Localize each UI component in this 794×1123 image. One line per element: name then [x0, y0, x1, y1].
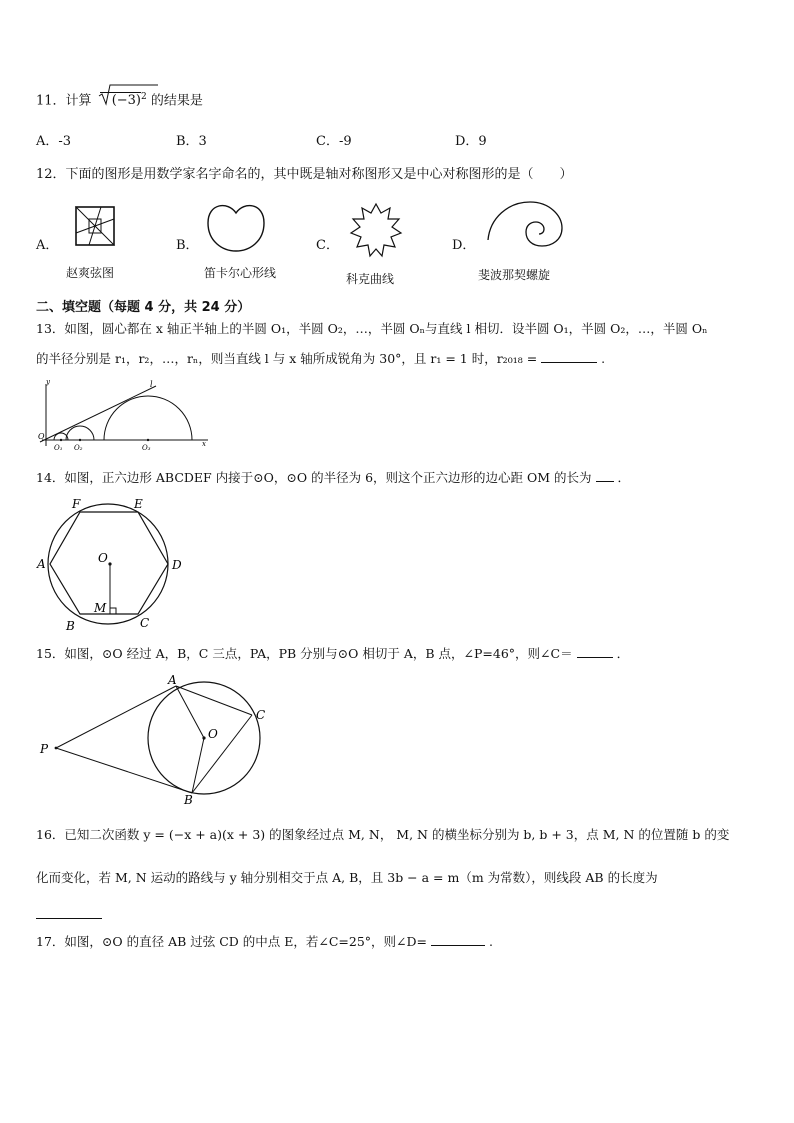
- q12-caption-d: 斐波那契螺旋: [478, 268, 551, 282]
- q13-stem-line1: 13．如图，圆心都在 x 轴正半轴上的半圆 O₁，半圆 O₂，…，半圆 Oₙ与直线 l 相切．设半圆 O₁，半圆 O₂，…，半圆 Oₙ: [36, 321, 708, 336]
- q13-stem-line2-text: 的半径分别是 r₁，r₂，…，rₙ，则当直线 l 与 x 轴所成锐角为 30°，且 r₁ = 1 时，r₂₀₁₈ =: [36, 351, 538, 366]
- q13-fig-x: x: [202, 440, 206, 448]
- q15-label-a: A: [168, 673, 177, 687]
- q13-answer-blank[interactable]: [541, 350, 597, 363]
- q12-option-b-label[interactable]: B．: [176, 238, 199, 253]
- q16-stem-line2: 化而变化，若 M, N 运动的路线与 y 轴分别相交于点 A, B，且 3b − a = m（m 为常数），则线段 AB 的长度为: [36, 870, 658, 885]
- q11-suffix: 的结果是: [150, 93, 203, 109]
- koch-snowflake-icon: [346, 200, 406, 260]
- q11-prefix: 11．计算: [36, 93, 92, 109]
- fibonacci-spiral-icon: [482, 198, 572, 254]
- q15-answer-blank[interactable]: [577, 645, 613, 658]
- q17-stem: [36, 933, 493, 951]
- q14-label-a: A: [37, 557, 46, 571]
- q11-option-c[interactable]: C．-9: [316, 134, 352, 149]
- q11-option-a[interactable]: A．-3: [36, 134, 72, 149]
- q15-label-p: P: [40, 742, 49, 756]
- q14-stem: [36, 469, 630, 487]
- q12-option-d-label[interactable]: D．: [452, 238, 476, 253]
- q11-sqrt-expression: [100, 88, 147, 110]
- q12-caption-c: 科克曲线: [346, 272, 395, 286]
- q12-option-a-label[interactable]: A．: [36, 238, 59, 253]
- q14-label-m: M: [94, 601, 107, 615]
- q15-tangent-circle-figure: [36, 670, 276, 810]
- q15-stem-text: 15．如图，⊙O 经过 A，B，C 三点，PA，PB 分别与⊙O 相切于 A，B 点，∠P=46°，则∠C＝: [36, 646, 573, 661]
- q13-stem-line2-end: .: [601, 351, 606, 366]
- q12-stem: 12．下面的图形是用数学家名字命名的，其中既是轴对称图形又是中心对称图形的是（ ）: [36, 167, 573, 182]
- q14-label-o: O: [98, 551, 108, 565]
- q15-label-c: C: [256, 708, 266, 722]
- q13-fig-o1: O₁: [54, 444, 63, 452]
- q13-semicircles-figure: [32, 378, 212, 452]
- q14-label-c: C: [140, 616, 150, 630]
- q14-label-e: E: [134, 497, 143, 511]
- q12-caption-a: 赵爽弦图: [66, 266, 115, 280]
- q16-answer-blank[interactable]: [36, 906, 102, 919]
- q17-stem-end: .: [489, 934, 493, 949]
- q13-fig-l: l: [150, 380, 153, 389]
- q11-exponent: 2: [141, 92, 147, 102]
- q15-stem-end: ．: [616, 646, 630, 661]
- q14-label-d: D: [172, 558, 182, 572]
- q16-stem-line1: 16．已知二次函数 y = (−x + a)(x + 3) 的图象经过点 M, N， M, N 的横坐标分别为 b, b + 3，点 M, N 的位置随 b 的变: [36, 827, 730, 842]
- q11-radicand: (−3): [100, 92, 141, 108]
- q15-label-b: B: [184, 793, 193, 807]
- q11-option-d[interactable]: D．9: [455, 134, 487, 149]
- q14-hexagon-figure: [36, 494, 196, 634]
- q12-caption-b: 笛卡尔心形线: [204, 266, 277, 280]
- q13-fig-o3: O₃: [142, 444, 151, 452]
- q17-answer-blank[interactable]: [431, 933, 485, 946]
- q14-label-b: B: [66, 619, 75, 633]
- cardioid-icon: [204, 199, 268, 255]
- q13-fig-origin: O: [38, 432, 45, 441]
- q13-fig-y: y: [46, 378, 50, 386]
- q15-label-o: O: [208, 727, 218, 741]
- q15-stem: [36, 645, 629, 663]
- q11-option-b[interactable]: B．3: [176, 134, 207, 149]
- q13-stem-line2: [36, 350, 605, 368]
- q11-stem: [36, 88, 203, 110]
- q14-answer-blank[interactable]: [596, 469, 614, 482]
- zhao-shuang-diagram-icon: [70, 201, 120, 251]
- q14-label-f: F: [72, 497, 81, 511]
- q13-fig-o2: O₂: [74, 444, 83, 452]
- radical-sign-icon: [98, 84, 112, 106]
- q14-stem-text: 14．如图，正六边形 ABCDEF 内接于⊙O，⊙O 的半径为 6，则这个正六边形的边心距 OM 的长为: [36, 470, 592, 485]
- section-heading-fill-in: 二、填空题（每题 4 分，共 24 分）: [36, 300, 251, 315]
- q12-option-c-label[interactable]: C．: [316, 238, 339, 253]
- q17-stem-text: 17．如图，⊙O 的直径 AB 过弦 CD 的中点 E，若∠C=25°，则∠D=: [36, 934, 428, 949]
- q14-stem-end: ．: [617, 470, 631, 485]
